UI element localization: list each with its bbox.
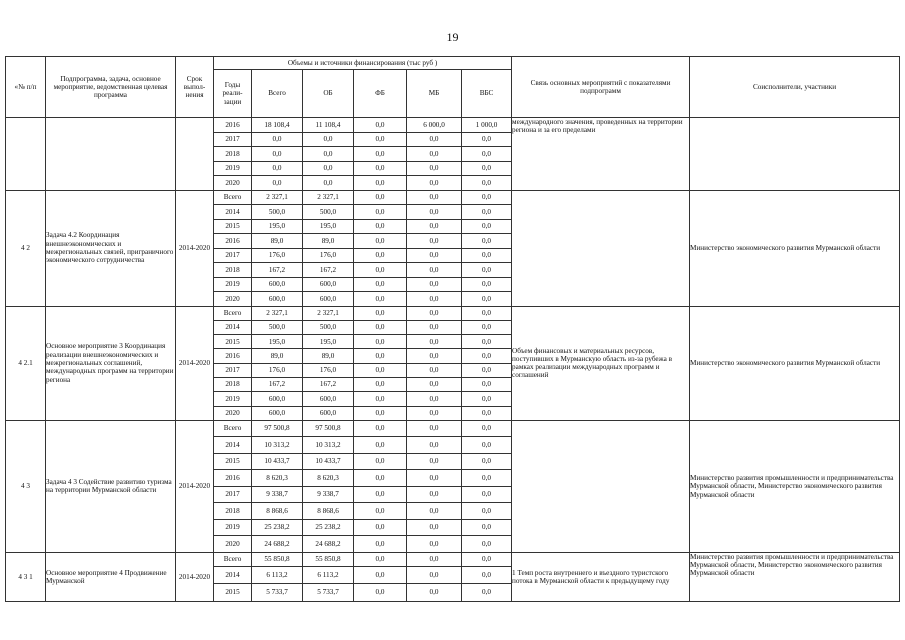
cell-year: 2015	[214, 219, 252, 234]
cell-ob: 8 620,3	[303, 470, 354, 487]
cell-total: 10 313,2	[252, 437, 303, 454]
cell-year: 2020	[214, 406, 252, 420]
cell-year: 2018	[214, 147, 252, 162]
cell-total: 8 868,6	[252, 503, 303, 520]
cell-fb: 0,0	[354, 277, 407, 292]
cell-vbs: 0,0	[462, 335, 512, 349]
cell-ob: 55 850,8	[303, 552, 354, 566]
cell-ob: 600,0	[303, 292, 354, 307]
cell-fb: 0,0	[354, 161, 407, 176]
cell-year: 2015	[214, 335, 252, 349]
cell-vbs: 1 000,0	[462, 118, 512, 133]
cell-total: 167,2	[252, 263, 303, 278]
cell-vbs: 0,0	[462, 503, 512, 520]
cell-ob: 167,2	[303, 263, 354, 278]
header-mb: МБ	[407, 70, 462, 118]
cell-vbs: 0,0	[462, 377, 512, 391]
cell-year: 2016	[214, 470, 252, 487]
cell-fb: 0,0	[354, 205, 407, 220]
cell-ob: 600,0	[303, 392, 354, 406]
cell-total: 0,0	[252, 161, 303, 176]
cell-ob: 89,0	[303, 349, 354, 363]
cell-vbs: 0,0	[462, 406, 512, 420]
cell-total: 176,0	[252, 248, 303, 263]
item-term: 2014-2020	[176, 306, 214, 420]
cell-mb: 0,0	[407, 335, 462, 349]
cell-year: 2017	[214, 486, 252, 503]
cell-vbs: 0,0	[462, 205, 512, 220]
cell-mb: 0,0	[407, 453, 462, 470]
cell-fb: 0,0	[354, 335, 407, 349]
indicator-link: 1 Темп роста внутреннего и въездного туристского потока в Мурманской области к предыдущему году	[512, 552, 690, 601]
cell-total: 195,0	[252, 335, 303, 349]
cell-mb: 0,0	[407, 406, 462, 420]
cell-year: 2016	[214, 118, 252, 133]
cell-fb: 0,0	[354, 147, 407, 162]
header-ob: ОБ	[303, 70, 354, 118]
cell-year: 2016	[214, 349, 252, 363]
header-num: «№ п/п	[6, 57, 46, 118]
cell-total: 195,0	[252, 219, 303, 234]
cell-ob: 8 868,6	[303, 503, 354, 520]
indicator-link: Объем финансовых и материальных ресурсов, поступивших в Мурманскую область из-за рубежа в рамках реализации международных программ и соглашений	[512, 306, 690, 420]
cell-year: 2020	[214, 536, 252, 553]
cell-vbs: 0,0	[462, 552, 512, 566]
cell-total: 600,0	[252, 277, 303, 292]
cell-fb: 0,0	[354, 453, 407, 470]
cell-fb: 0,0	[354, 437, 407, 454]
cell-total: 500,0	[252, 205, 303, 220]
cell-total: 600,0	[252, 292, 303, 307]
cell-ob: 97 500,8	[303, 420, 354, 437]
cell-mb: 0,0	[407, 552, 462, 566]
participants: Министерство экономического развития Мурманской области	[690, 306, 900, 420]
cell-year: 2018	[214, 503, 252, 520]
cell-total: 0,0	[252, 132, 303, 147]
cell-vbs: 0,0	[462, 147, 512, 162]
funding-table	[5, 56, 900, 602]
cell-year: 2019	[214, 277, 252, 292]
cell-ob: 11 108,4	[303, 118, 354, 133]
cell-total: 18 108,4	[252, 118, 303, 133]
cell-mb: 6 000,0	[407, 118, 462, 133]
cell-mb: 0,0	[407, 470, 462, 487]
item-code: 4 2.1	[6, 306, 46, 420]
cell-year: 2018	[214, 263, 252, 278]
cell-year: 2020	[214, 292, 252, 307]
cell-vbs: 0,0	[462, 219, 512, 234]
header-term: Срок выпол-нения	[176, 57, 214, 118]
cell-total: 2 327,1	[252, 190, 303, 205]
cell-vbs: 0,0	[462, 363, 512, 377]
cell-year: 2014	[214, 437, 252, 454]
cell-year: 2019	[214, 392, 252, 406]
indicator-link	[512, 420, 690, 552]
cell-total: 89,0	[252, 349, 303, 363]
cell-fb: 0,0	[354, 552, 407, 566]
item-name: Задача 4 3 Содействие развитию туризма на территории Мурманской области	[46, 420, 176, 552]
header-vbs: ВБС	[462, 70, 512, 118]
cell-mb: 0,0	[407, 263, 462, 278]
cell-vbs: 0,0	[462, 486, 512, 503]
cell-vbs: 0,0	[462, 292, 512, 307]
participants: Министерство экономического развития Мурманской области	[690, 190, 900, 306]
cell-vbs: 0,0	[462, 519, 512, 536]
cell-mb: 0,0	[407, 486, 462, 503]
cell-ob: 25 238,2	[303, 519, 354, 536]
cell-mb: 0,0	[407, 349, 462, 363]
cell-total: 500,0	[252, 320, 303, 334]
cell-vbs: 0,0	[462, 132, 512, 147]
cell-year: 2017	[214, 363, 252, 377]
cell-mb: 0,0	[407, 377, 462, 391]
table-row	[6, 190, 900, 205]
header-funding-group: Объемы и источники финансирования (тыс руб )	[214, 57, 512, 70]
cell-year: 2020	[214, 176, 252, 191]
cell-ob: 9 338,7	[303, 486, 354, 503]
table-row	[6, 306, 900, 320]
item-name	[46, 118, 176, 191]
item-name: Основное мероприятие 3 Координация реализации внешнеэкономических и межрегиональных соглашений, международных программ на территории региона	[46, 306, 176, 420]
cell-total: 89,0	[252, 234, 303, 249]
cell-year: Всего	[214, 306, 252, 320]
cell-fb: 0,0	[354, 536, 407, 553]
cell-mb: 0,0	[407, 566, 462, 583]
cell-year: Всего	[214, 420, 252, 437]
cell-vbs: 0,0	[462, 320, 512, 334]
cell-vbs: 0,0	[462, 277, 512, 292]
cell-total: 600,0	[252, 406, 303, 420]
cell-mb: 0,0	[407, 392, 462, 406]
cell-ob: 167,2	[303, 377, 354, 391]
cell-mb: 0,0	[407, 437, 462, 454]
cell-fb: 0,0	[354, 292, 407, 307]
cell-fb: 0,0	[354, 132, 407, 147]
page-number: 19	[446, 30, 459, 44]
item-term: 2014-2020	[176, 552, 214, 601]
cell-vbs: 0,0	[462, 420, 512, 437]
cell-year: 2018	[214, 377, 252, 391]
cell-year: 2017	[214, 248, 252, 263]
cell-ob: 176,0	[303, 248, 354, 263]
cell-ob: 600,0	[303, 277, 354, 292]
cell-year: 2014	[214, 566, 252, 583]
cell-mb: 0,0	[407, 176, 462, 191]
header-years: Годы реали-зации	[214, 70, 252, 118]
cell-year: 2016	[214, 234, 252, 249]
cell-ob: 500,0	[303, 205, 354, 220]
header-link: Связь основных мероприятий с показателями подпрограмм	[512, 57, 690, 118]
cell-ob: 5 733,7	[303, 583, 354, 601]
cell-fb: 0,0	[354, 363, 407, 377]
participants	[690, 118, 900, 191]
cell-mb: 0,0	[407, 503, 462, 520]
cell-vbs: 0,0	[462, 470, 512, 487]
cell-vbs: 0,0	[462, 583, 512, 601]
cell-total: 2 327,1	[252, 306, 303, 320]
cell-total: 8 620,3	[252, 470, 303, 487]
cell-mb: 0,0	[407, 205, 462, 220]
cell-fb: 0,0	[354, 406, 407, 420]
cell-fb: 0,0	[354, 190, 407, 205]
cell-ob: 2 327,1	[303, 190, 354, 205]
cell-vbs: 0,0	[462, 453, 512, 470]
cell-ob: 0,0	[303, 132, 354, 147]
participants: Министерство развития промышленности и предпринимательства Мурманской области, Министерство экономического развития Мурманской области	[690, 552, 900, 601]
cell-vbs: 0,0	[462, 566, 512, 583]
item-name: Задача 4.2 Координация внешнеэкономических и межрегиональных связей, приграничного экономического сотрудничества	[46, 190, 176, 306]
cell-fb: 0,0	[354, 486, 407, 503]
indicator-link: международного значения, проведенных на территории региона и за его пределами	[512, 118, 690, 191]
cell-ob: 500,0	[303, 320, 354, 334]
header-total: Всего	[252, 70, 303, 118]
cell-fb: 0,0	[354, 306, 407, 320]
cell-year: 2014	[214, 205, 252, 220]
cell-vbs: 0,0	[462, 437, 512, 454]
header-participants: Соисполнители, участники	[690, 57, 900, 118]
cell-mb: 0,0	[407, 161, 462, 176]
item-name: Основное мероприятие 4 Продвижение Мурманской	[46, 552, 176, 601]
cell-fb: 0,0	[354, 219, 407, 234]
table-row	[6, 118, 900, 133]
cell-ob: 195,0	[303, 219, 354, 234]
header-fb: ФБ	[354, 70, 407, 118]
cell-total: 0,0	[252, 176, 303, 191]
cell-vbs: 0,0	[462, 161, 512, 176]
cell-year: Всего	[214, 552, 252, 566]
cell-ob: 10 313,2	[303, 437, 354, 454]
cell-vbs: 0,0	[462, 306, 512, 320]
cell-mb: 0,0	[407, 147, 462, 162]
cell-mb: 0,0	[407, 190, 462, 205]
cell-mb: 0,0	[407, 519, 462, 536]
header-program: Подпрограмма, задача, основное мероприятие, ведомственная целевая программа	[46, 57, 176, 118]
item-term: 2014-2020	[176, 420, 214, 552]
item-term	[176, 118, 214, 191]
cell-mb: 0,0	[407, 219, 462, 234]
cell-total: 55 850,8	[252, 552, 303, 566]
cell-total: 0,0	[252, 147, 303, 162]
cell-ob: 0,0	[303, 161, 354, 176]
cell-fb: 0,0	[354, 503, 407, 520]
cell-total: 167,2	[252, 377, 303, 391]
table-body	[6, 118, 900, 602]
item-code: 4 2	[6, 190, 46, 306]
cell-fb: 0,0	[354, 519, 407, 536]
cell-mb: 0,0	[407, 536, 462, 553]
item-code: 4 3 1	[6, 552, 46, 601]
cell-ob: 600,0	[303, 406, 354, 420]
cell-year: 2015	[214, 583, 252, 601]
cell-vbs: 0,0	[462, 536, 512, 553]
cell-fb: 0,0	[354, 566, 407, 583]
cell-year: Всего	[214, 190, 252, 205]
cell-ob: 89,0	[303, 234, 354, 249]
cell-fb: 0,0	[354, 377, 407, 391]
cell-mb: 0,0	[407, 292, 462, 307]
item-code: 4 3	[6, 420, 46, 552]
cell-fb: 0,0	[354, 176, 407, 191]
participants: Министерство развития промышленности и предпринимательства Мурманской области, Министерство экономического развития Мурманской области	[690, 420, 900, 552]
cell-vbs: 0,0	[462, 263, 512, 278]
table-row	[6, 420, 900, 437]
cell-ob: 2 327,1	[303, 306, 354, 320]
cell-fb: 0,0	[354, 320, 407, 334]
cell-vbs: 0,0	[462, 190, 512, 205]
cell-mb: 0,0	[407, 420, 462, 437]
cell-ob: 24 688,2	[303, 536, 354, 553]
cell-total: 25 238,2	[252, 519, 303, 536]
cell-mb: 0,0	[407, 583, 462, 601]
cell-year: 2017	[214, 132, 252, 147]
cell-ob: 6 113,2	[303, 566, 354, 583]
cell-ob: 10 433,7	[303, 453, 354, 470]
table-row	[6, 552, 900, 566]
cell-fb: 0,0	[354, 263, 407, 278]
cell-fb: 0,0	[354, 349, 407, 363]
cell-fb: 0,0	[354, 392, 407, 406]
cell-fb: 0,0	[354, 470, 407, 487]
cell-mb: 0,0	[407, 306, 462, 320]
cell-fb: 0,0	[354, 234, 407, 249]
cell-vbs: 0,0	[462, 349, 512, 363]
cell-fb: 0,0	[354, 420, 407, 437]
cell-total: 600,0	[252, 392, 303, 406]
cell-mb: 0,0	[407, 248, 462, 263]
cell-vbs: 0,0	[462, 176, 512, 191]
indicator-link	[512, 190, 690, 306]
cell-year: 2019	[214, 519, 252, 536]
cell-fb: 0,0	[354, 118, 407, 133]
cell-mb: 0,0	[407, 320, 462, 334]
cell-vbs: 0,0	[462, 248, 512, 263]
cell-fb: 0,0	[354, 583, 407, 601]
cell-mb: 0,0	[407, 277, 462, 292]
cell-year: 2015	[214, 453, 252, 470]
cell-ob: 176,0	[303, 363, 354, 377]
cell-vbs: 0,0	[462, 234, 512, 249]
cell-total: 5 733,7	[252, 583, 303, 601]
cell-year: 2019	[214, 161, 252, 176]
cell-fb: 0,0	[354, 248, 407, 263]
cell-mb: 0,0	[407, 132, 462, 147]
cell-ob: 0,0	[303, 147, 354, 162]
cell-total: 97 500,8	[252, 420, 303, 437]
cell-mb: 0,0	[407, 234, 462, 249]
cell-mb: 0,0	[407, 363, 462, 377]
cell-vbs: 0,0	[462, 392, 512, 406]
item-term: 2014-2020	[176, 190, 214, 306]
cell-year: 2014	[214, 320, 252, 334]
cell-total: 9 338,7	[252, 486, 303, 503]
item-code	[6, 118, 46, 191]
cell-total: 24 688,2	[252, 536, 303, 553]
cell-ob: 195,0	[303, 335, 354, 349]
cell-ob: 0,0	[303, 176, 354, 191]
cell-total: 6 113,2	[252, 566, 303, 583]
cell-total: 176,0	[252, 363, 303, 377]
cell-total: 10 433,7	[252, 453, 303, 470]
